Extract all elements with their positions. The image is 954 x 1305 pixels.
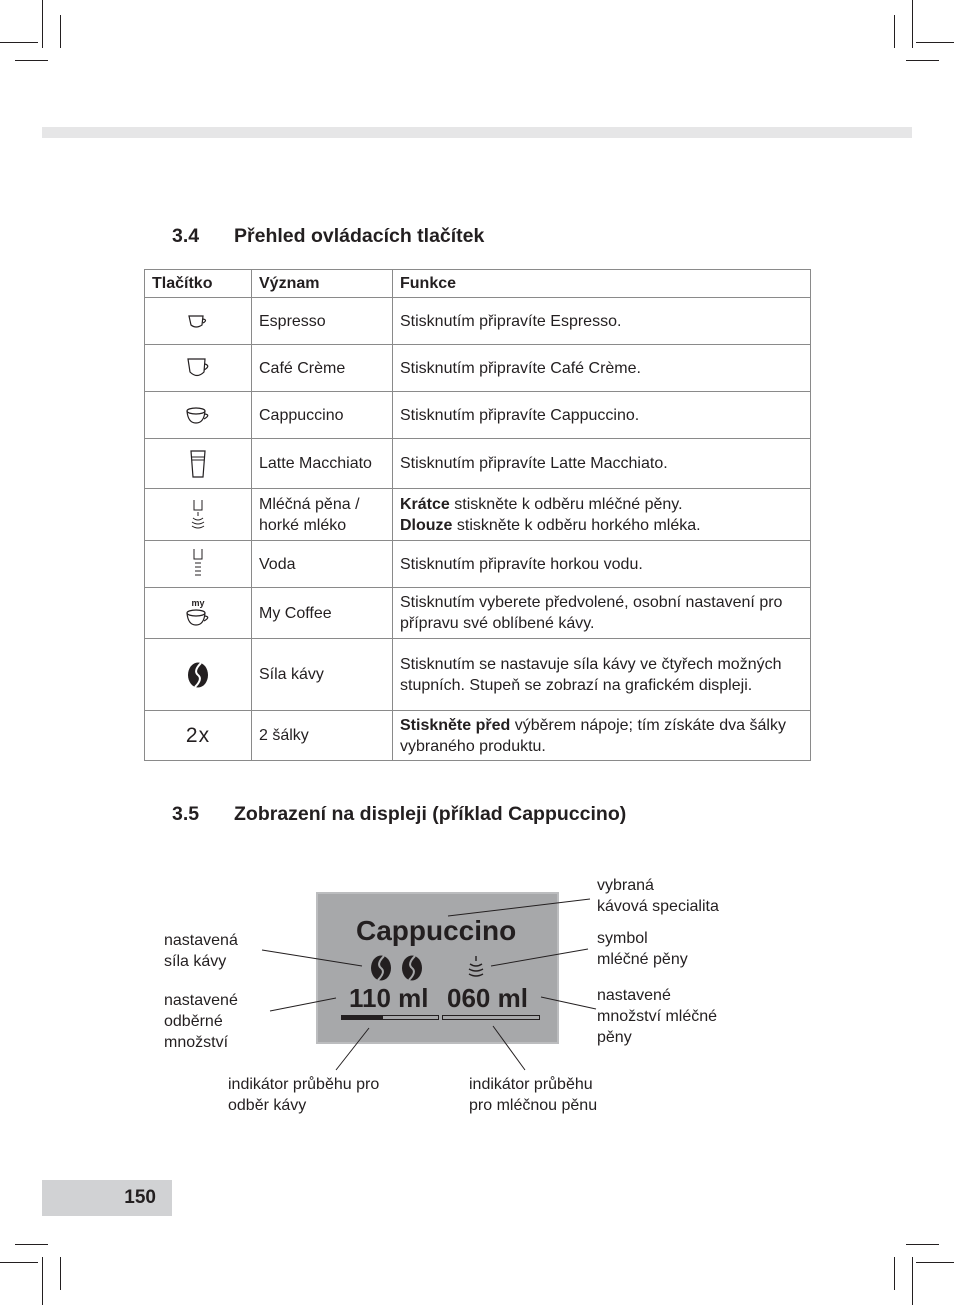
callout-line <box>493 1026 525 1070</box>
callout-coffee-progress: indikátor průběhu pro odběr kávy <box>228 1076 380 1114</box>
callout-line <box>491 949 588 966</box>
function-cell: Stisknutím připravíte Cappuccino. <box>393 392 811 439</box>
callout-line <box>262 950 362 966</box>
meaning-cell: Espresso <box>252 298 393 345</box>
function-cell: Stisknutím připravíte Espresso. <box>393 298 811 345</box>
meaning-cell: Cappuccino <box>252 392 393 439</box>
callout-line <box>336 1028 369 1070</box>
function-text: stiskněte k odběru horkého mléka. <box>452 516 701 534</box>
callout-selected-specialty: vybraná kávová specialita <box>597 877 719 915</box>
section-number: 3.5 <box>172 803 200 825</box>
function-cell: Stisknutím vyberete předvolené, osobní nastavení pro přípravu své oblíbené kávy. <box>393 588 811 639</box>
meaning-cell: 2 šálky <box>252 711 393 761</box>
meaning-cell: Mléčná pěna / horké mléko <box>252 489 393 541</box>
function-cell: Stisknutím připravíte Café Crème. <box>393 345 811 392</box>
column-header-meaning: Význam <box>252 270 393 298</box>
function-bold: Dlouze <box>400 516 453 534</box>
page-number: 150 <box>124 1187 156 1208</box>
callout-milk-amount: nastavené množství mléčné pěny <box>597 987 718 1046</box>
callout-line <box>270 998 336 1011</box>
function-text: výběrem nápoje; tím získáte dva šálky vybraného produktu. <box>400 716 786 755</box>
function-cell: Stisknutím připravíte Latte Macchiato. <box>393 439 811 489</box>
callout-line <box>541 997 596 1009</box>
page-number-box <box>42 1180 172 1216</box>
meaning-cell: Voda <box>252 541 393 588</box>
section-title: Přehled ovládacích tlačítek <box>234 225 485 247</box>
callout-milk-symbol: symbol mléčné pěny <box>597 930 688 968</box>
meaning-cell: Café Crème <box>252 345 393 392</box>
function-bold: Stiskněte před <box>400 716 511 734</box>
milk-volume: 060 ml <box>447 983 528 1013</box>
callout-dispense-amount: nastavené odběrné množství <box>164 992 238 1051</box>
meaning-cell: Latte Macchiato <box>252 439 393 489</box>
function-cell: Stisknutím se nastavuje síla kávy ve čtyřech možných stupních. Stupeň se zobrazí na grafickém displeji. <box>393 639 811 711</box>
two-cups-icon: 2x <box>145 711 252 761</box>
meaning-cell: My Coffee <box>252 588 393 639</box>
coffee-volume: 110 ml <box>349 983 429 1013</box>
callout-strength: nastavená síla kávy <box>164 932 238 970</box>
meaning-cell: Síla kávy <box>252 639 393 711</box>
callout-line <box>448 899 590 916</box>
column-header-function: Funkce <box>393 270 811 298</box>
section-number: 3.4 <box>172 225 200 247</box>
section-title: Zobrazení na displeji (příklad Cappuccino) <box>234 803 627 825</box>
callout-milk-progress: indikátor průběhu pro mléčnou pěnu <box>469 1076 598 1114</box>
column-header-button: Tlačítko <box>145 270 252 298</box>
function-text: stiskněte k odběru mléčné pěny. <box>449 495 683 513</box>
function-bold: Krátce <box>400 495 450 513</box>
my-coffee-icon-label: my <box>191 598 205 608</box>
display-title: Cappuccino <box>356 915 517 946</box>
function-cell: Stisknutím připravíte horkou vodu. <box>393 541 811 588</box>
